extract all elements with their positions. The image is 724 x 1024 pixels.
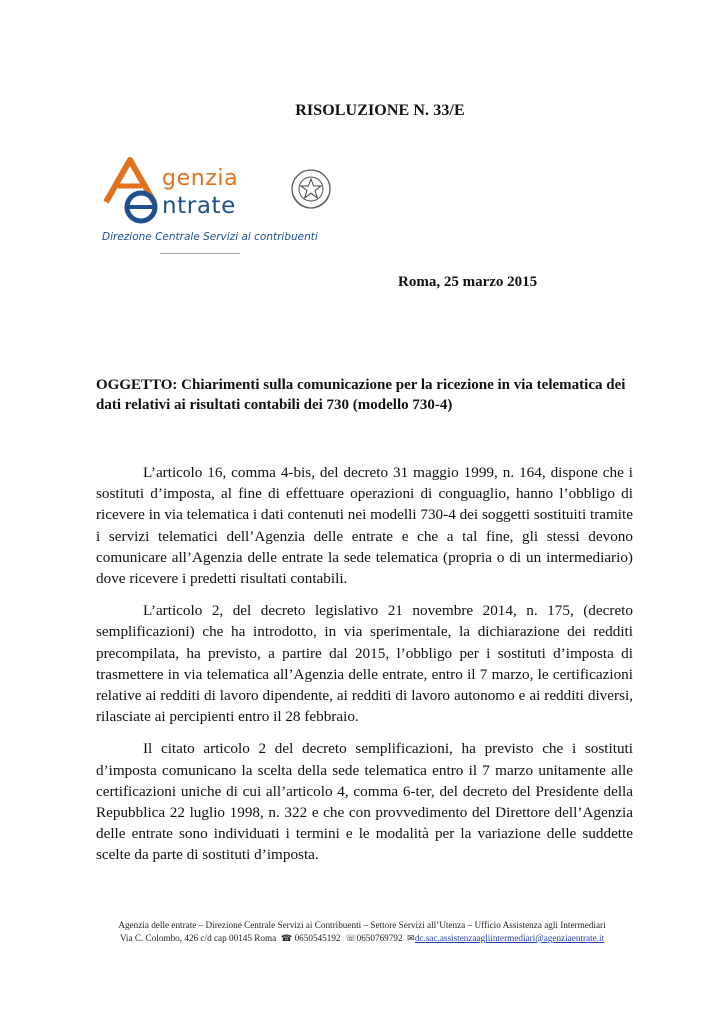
footer-phone: 0650545192 bbox=[294, 933, 341, 943]
agency-logo bbox=[100, 152, 340, 262]
logo-line-genzia: genzia bbox=[162, 166, 239, 191]
logo-a-mark-icon bbox=[100, 152, 162, 224]
body-paragraph: Il citato articolo 2 del decreto semplificazioni, ha previsto che i sostituti d’imposta comunicano la scelta della sede telematica entro il 7 marzo unitamente alle certificazioni uniche di cui all’articolo 4, comma 6-ter, del decreto del Presidente della Repubblica 22 luglio 1998, n. 322 e che con provvedimento del Direttore dell’Agenzia delle entrate sono individuati i termini e le modalità per la variazione delle suddette scelte da parte di sostituti d’imposta. bbox=[96, 740, 633, 864]
document-body bbox=[96, 462, 633, 877]
footer-fax: 0650769792 bbox=[356, 933, 403, 943]
document-date: Roma, 25 marzo 2015 bbox=[398, 274, 538, 290]
document-title: RISOLUZIONE N. 33/E bbox=[295, 102, 465, 119]
body-paragraph: L’articolo 16, comma 4-bis, del decreto 31 maggio 1999, n. 164, dispone che i sostituti d’imposta, al fine di effettuare operazioni di conguaglio, hanno l’obbligo di ricevere in via telematica i dati contenuti nei modelli 730-4 dei soggetti sostituiti tramite i servizi telematici dell’Agenzia delle entrate e che a tal fine, gli stessi devono comunicare all’Agenzia delle entrate la sede telematica (propria o di un intermediario) dove ricevere i predetti risultati contabili. bbox=[96, 464, 633, 588]
body-paragraph: L’articolo 2, del decreto legislativo 21 novembre 2014, n. 175, (decreto semplificazioni) che ha introdotto, in via sperimentale, la dichiarazione dei redditi precompilata, ha previsto, a partire dal 2015, l’obbligo per i sostituti d’imposta di trasmettere in via telematica all’Agenzia delle entrate, entro il 7 marzo, le certificazioni relative ai redditi di lavoro dipendente, ai redditi di lavoro autonomo e ai redditi diversi, rilasciate ai percipienti entro il 28 febbraio. bbox=[96, 602, 633, 726]
page-footer bbox=[0, 919, 724, 945]
logo-divider bbox=[160, 253, 240, 254]
republic-emblem-icon bbox=[288, 166, 334, 212]
logo-line-ntrate: ntrate bbox=[162, 193, 236, 219]
mail-icon: ✉ bbox=[407, 933, 415, 943]
fax-icon: ☏ bbox=[345, 933, 357, 943]
footer-office-line: Agenzia delle entrate – Direzione Centrale Servizi ai Contribuenti – Settore Servizi all’Utenza – Ufficio Assistenza agli Intermediari bbox=[118, 920, 606, 930]
footer-contact-line bbox=[0, 932, 724, 945]
footer-email-link[interactable]: dc.sac.assistenzaagliintermediari@agenziaentrate.it bbox=[414, 933, 605, 943]
logo-subtitle: Direzione Centrale Servizi ai contribuenti bbox=[102, 231, 318, 243]
subject-heading: OGGETTO: Chiarimenti sulla comunicazione per la ricezione in via telematica dei dati relativi ai risultati contabili dei 730 (modello 730-4) bbox=[96, 377, 626, 413]
phone-icon: ☎ bbox=[280, 933, 293, 943]
footer-address: Via C. Colombo, 426 c/d cap 00145 Roma bbox=[119, 933, 277, 943]
